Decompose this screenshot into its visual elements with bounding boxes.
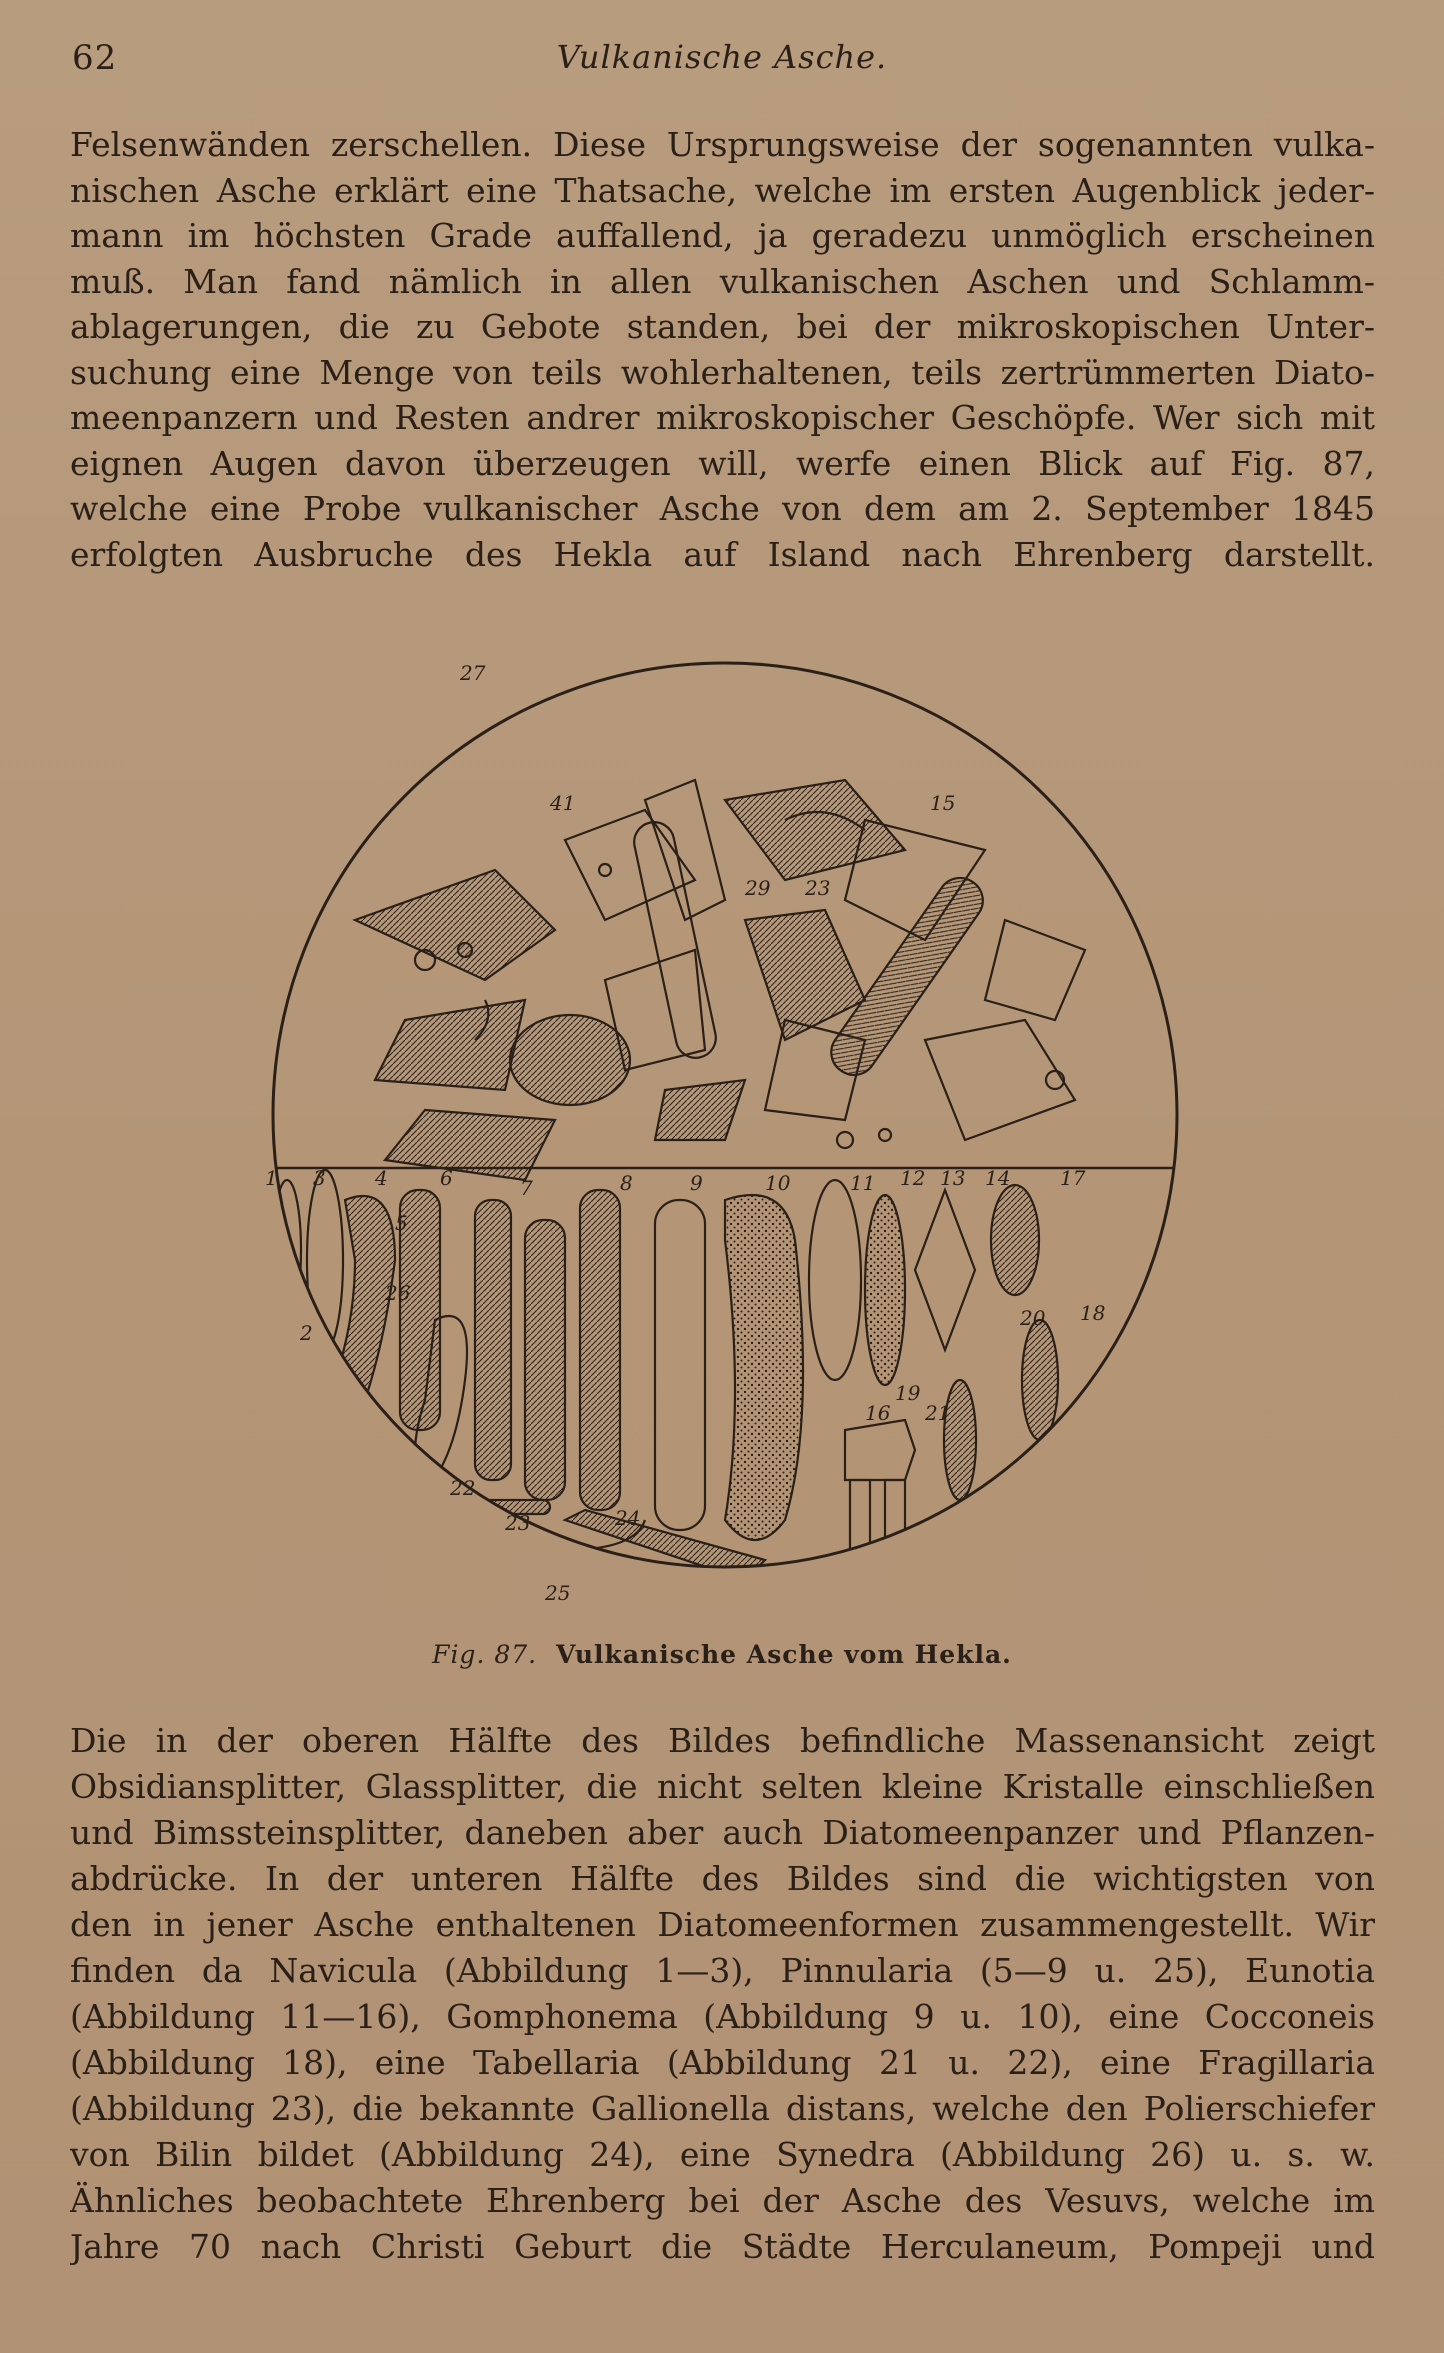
figure-number-label: 9 bbox=[690, 1171, 703, 1195]
figure-number-label: 10 bbox=[765, 1171, 791, 1195]
figure-volcanic-ash bbox=[225, 620, 1225, 1610]
text-line: muß. Man fand nämlich in allen vulkanischen Aschen und Schlamm- bbox=[70, 261, 1375, 301]
text-line: Felsenwänden zerschellen. Diese Ursprungsweise der sogenannten vulka- bbox=[70, 125, 1375, 164]
figure-number-label: 14 bbox=[985, 1166, 1011, 1190]
page-number: 62 bbox=[72, 38, 118, 78]
figure-number-label: 23 bbox=[505, 1511, 531, 1535]
text-line: ablagerungen, die zu Gebote standen, bei der mikroskopischen Unter- bbox=[70, 307, 1375, 346]
paragraph-top bbox=[70, 122, 1375, 577]
microscope-illustration bbox=[225, 620, 1225, 1610]
figure-number-label: 23 bbox=[805, 876, 831, 900]
figure-number-label: 13 bbox=[940, 1166, 966, 1190]
upper-mass-view bbox=[355, 780, 1085, 1180]
figure-number-label: 26 bbox=[385, 1281, 411, 1305]
text-line: Obsidiansplitter, Glassplitter, die nicht selten kleine Kristalle einschließen bbox=[70, 1767, 1375, 1806]
figure-number-label: 3 bbox=[313, 1166, 326, 1190]
figure-number-label: 29 bbox=[745, 876, 771, 900]
figure-number-label: 24 bbox=[615, 1506, 641, 1530]
figure-number-label: 4 bbox=[375, 1166, 388, 1190]
figure-number-label: 5 bbox=[395, 1211, 408, 1235]
text-line: meenpanzern und Resten andrer mikroskopischer Geschöpfe. Wer sich mit bbox=[70, 398, 1375, 437]
caption-title: Vulkanische Asche vom Hekla. bbox=[556, 1640, 1012, 1669]
figure-number-label: 6 bbox=[440, 1166, 453, 1190]
text-line: abdrücke. In der unteren Hälfte des Bildes sind die wichtigsten von bbox=[70, 1859, 1375, 1898]
caption-label: Fig. 87. bbox=[432, 1640, 538, 1669]
figure-number-label: 19 bbox=[895, 1381, 921, 1405]
figure-number-label: 12 bbox=[900, 1166, 926, 1190]
text-line: (Abbildung 11—16), Gomphonema (Abbildung 9 u. 10), eine Cocconeis bbox=[70, 1997, 1375, 2036]
text-line: den in jener Asche enthaltenen Diatomeenformen zusammengestellt. Wir bbox=[70, 1905, 1375, 1944]
text-line: finden da Navicula (Abbildung 1—3), Pinnularia (5—9 u. 25), Eunotia bbox=[70, 1951, 1375, 1990]
figure-number-label: 20 bbox=[1020, 1306, 1046, 1330]
figure-caption bbox=[0, 1640, 1444, 1669]
figure-number-label: 27 bbox=[460, 661, 486, 685]
figure-number-label: 17 bbox=[1060, 1166, 1086, 1190]
text-line: nischen Asche erklärt eine Thatsache, welche im ersten Augenblick jeder- bbox=[70, 170, 1375, 210]
figure-number-label: 16 bbox=[865, 1401, 891, 1425]
figure-number-label: 1 bbox=[265, 1166, 278, 1190]
figure-number-label: 2 bbox=[300, 1321, 313, 1345]
text-line: und Bimssteinsplitter, daneben aber auch Diatomeenpanzer und Pflanzen- bbox=[70, 1813, 1375, 1852]
figure-number-label: 21 bbox=[925, 1401, 951, 1425]
text-line: Die in der oberen Hälfte des Bildes befindliche Massenansicht zeigt bbox=[70, 1721, 1375, 1760]
text-line: (Abbildung 18), eine Tabellaria (Abbildung 21 u. 22), eine Fragillaria bbox=[70, 2043, 1375, 2082]
page-header bbox=[72, 38, 1372, 88]
figure-number-label: 22 bbox=[450, 1476, 476, 1500]
text-line: mann im höchsten Grade auffallend, ja geradezu unmöglich erscheinen bbox=[70, 216, 1375, 255]
running-title: Vulkanische Asche. bbox=[556, 38, 888, 76]
figure-number-label: 18 bbox=[1080, 1301, 1106, 1325]
text-line: Jahre 70 nach Christi Geburt die Städte Herculaneum, Pompeji und bbox=[70, 2227, 1375, 2266]
text-line: welche eine Probe vulkanischer Asche von dem am 2. September 1845 bbox=[70, 489, 1375, 528]
figure-number-label: 7 bbox=[520, 1176, 533, 1200]
text-line: von Bilin bildet (Abbildung 24), eine Synedra (Abbildung 26) u. s. w. bbox=[70, 2135, 1375, 2174]
text-line: erfolgten Ausbruche des Hekla auf Island nach Ehrenberg darstellt. bbox=[70, 534, 1375, 574]
figure-number-label: 11 bbox=[850, 1171, 876, 1195]
figure-number-label: 25 bbox=[545, 1581, 571, 1605]
figure-number-label: 41 bbox=[550, 791, 576, 815]
figure-number-label: 8 bbox=[620, 1171, 633, 1195]
figure-number-label: 15 bbox=[930, 791, 956, 815]
text-line: (Abbildung 23), die bekannte Gallionella distans, welche den Polierschiefer bbox=[70, 2089, 1375, 2128]
lower-diatom-forms bbox=[273, 1170, 1058, 1600]
text-line: eignen Augen davon überzeugen will, werfe einen Blick auf Fig. 87, bbox=[70, 443, 1375, 483]
text-line: suchung eine Menge von teils wohlerhaltenen, teils zertrümmerten Diato- bbox=[70, 352, 1375, 392]
text-line: Ähnliches beobachtete Ehrenberg bei der Asche des Vesuvs, welche im bbox=[70, 2181, 1375, 2220]
paragraph-bottom bbox=[70, 1718, 1375, 2270]
